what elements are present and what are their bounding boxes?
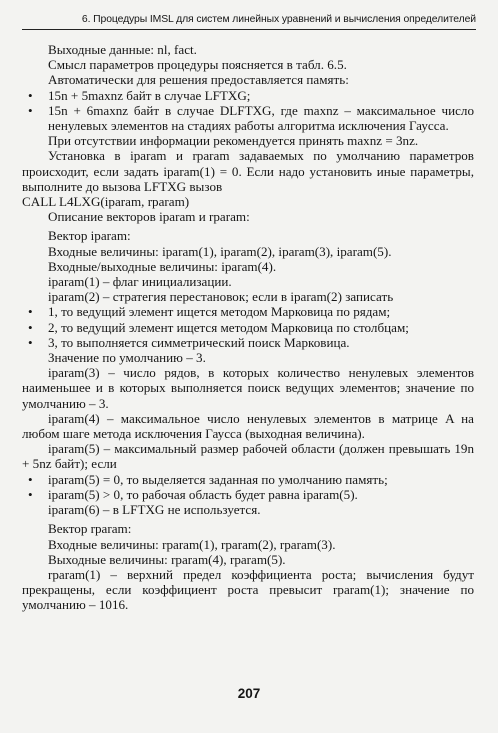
- iparam-inout: Входные/выходные величины: iparam(4).: [48, 258, 277, 274]
- bullet-memory-lftxg: • 15n + 5maxnz байт в случае LFTXG;: [22, 88, 474, 103]
- iparam5-desc: iparam(5) – максимальный размер рабочей области (должен превышать 19n + 5nz байт); если: [22, 441, 474, 472]
- page-body: [22, 42, 474, 613]
- bullet-iparam5-positive: • iparam(5) > 0, то рабочая область будет равна iparam(5).: [22, 487, 474, 502]
- output-data-line: Выходные данные: nl, fact.: [48, 42, 197, 57]
- bullet-iparam2-option-2: • 2, то ведущий элемент ищется методом Марковица по столбцам;: [22, 320, 474, 335]
- rparam-heading: Вектор rparam:: [48, 521, 132, 537]
- iparam1-desc: iparam(1) – флаг инициализации.: [48, 274, 232, 290]
- defaults-paragraph: Установка в iparam и rparam задаваемых по умолчанию параметров происходит, если задать iparam(1) = 0. Если надо установить иные параметры, выполните до вызова LFTXG вызов: [22, 148, 474, 194]
- bullet-iparam2-option-3: • 3, то выполняется симметрический поиск Марковица.: [22, 335, 474, 350]
- bullet-iparam2-option-1: • 1, то ведущий элемент ищется методом Марковица по рядам;: [22, 304, 474, 319]
- running-header: 6. Процедуры IMSL для систем линейных уравнений и вычисления определителей: [22, 14, 476, 30]
- memory-intro-line: Автоматически для решения предоставляется память:: [48, 72, 349, 88]
- iparam2-default: Значение по умолчанию – 3.: [48, 350, 206, 366]
- maxnz-recommendation: При отсутствии информации рекомендуется принять maxnz = 3nz.: [48, 133, 419, 149]
- vectors-description-heading: Описание векторов iparam и rparam:: [48, 209, 250, 225]
- page-number: 207: [237, 686, 261, 701]
- iparam6-desc: iparam(6) – в LFTXG не используется.: [48, 502, 261, 518]
- iparam2-desc: iparam(2) – стратегия перестановок; если в iparam(2) записать: [48, 289, 394, 305]
- param-meaning-line: Смысл параметров процедуры поясняется в табл. 6.5.: [48, 57, 347, 73]
- bullet-memory-dlftxg: • 15n + 6maxnz байт в случае DLFTXG, где maxnz – максимальное число ненулевых элементов на стадиях работы алгоритма исключения Гаусса.: [22, 103, 474, 133]
- rparam-inputs: Входные величины: rparam(1), rparam(2), rparam(3).: [48, 536, 336, 552]
- iparam4-desc: iparam(4) – максимальное число ненулевых элементов в матрице A на любом шаге метода исключения Гаусса (выходная величина).: [22, 410, 474, 442]
- rparam-outputs: Выходные величины: rparam(4), rparam(5).: [48, 551, 286, 567]
- rparam1-desc: rparam(1) – верхний предел коэффициента роста; вычисления будут прекращены, если коэффициент роста превысит rparam(1); значение по умолчанию – 1016.: [22, 566, 474, 613]
- iparam3-desc: iparam(3) – число рядов, в которых количество ненулевых элементов наименьшее и в которых выполняется поиск ведущих элементов; значение по умолчанию – 3.: [22, 365, 474, 411]
- iparam-inputs: Входные величины: iparam(1), iparam(2), iparam(3), iparam(5).: [48, 243, 392, 259]
- call-statement: CALL L4LXG(iparam, rparam): [22, 194, 190, 210]
- bullet-iparam5-zero: • iparam(5) = 0, то выделяется заданная по умолчанию память;: [22, 472, 474, 487]
- iparam-heading: Вектор iparam:: [48, 228, 131, 244]
